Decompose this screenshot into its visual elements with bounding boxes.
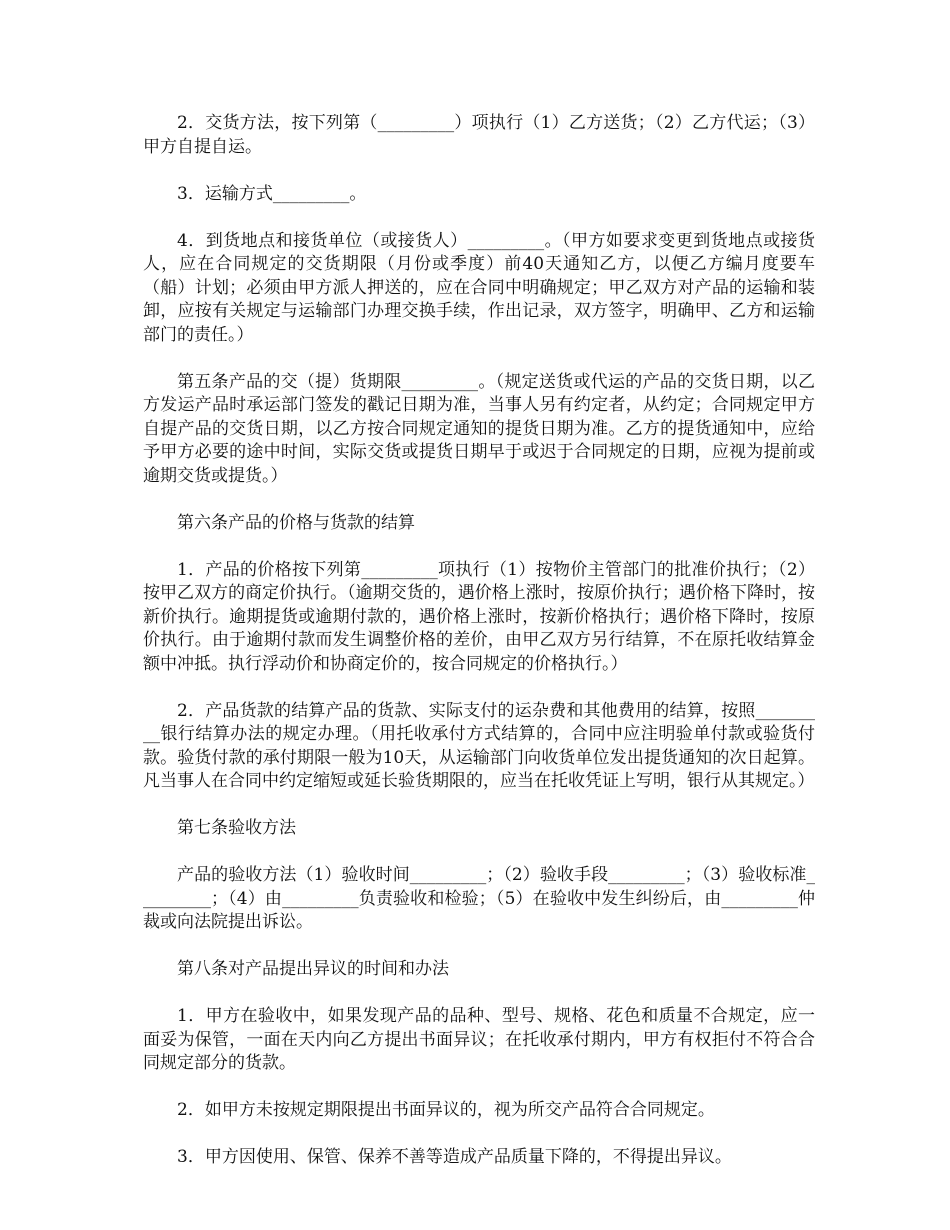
clause-price: 1．产品的价格按下列第_________项执行（1）按物价主管部门的批准价执行；（2）按甲乙双方的商定价执行。（逾期交货的，遇价格上涨时，按原价执行；遇价格下降时，按新价执行。逾期提货或逾期付款的，遇价格上涨时，按新价格执行；遇价格下降时，按原价执行。由于逾期付款而发生调整价格的差价，由甲乙双方另行结算，不在原托收结算金额中冲抵。执行浮动价和协商定价的，按合同规定的价格执行。）	[143, 559, 815, 674]
clause-objection-3: 3．甲方因使用、保管、保养不善等造成产品质量下降的，不得提出异议。	[177, 1147, 732, 1167]
clause-settlement: 2．产品货款的结算产品的货款、实际支付的运杂费和其他费用的结算，按照_________银行结算办法的规定办理。（用托收承付方式结算的，合同中应注明验单付款或验货付款。验货付款的承付期限一般为10天，从运输部门向收货单位发出提货通知的次日起算。凡当事人在合同中约定缩短或延长验货期限的，应当在托收凭证上写明，银行从其规定。）	[143, 700, 815, 791]
clause-inspection-method: 产品的验收方法（1）验收时间_________；（2）验收手段_________；（3）验收标准_________；（4）由_________负责验收和检验；（5）在验收中发生纠纷后，由_________仲裁或向法院提出诉讼。	[143, 865, 815, 932]
clause-delivery-method: 2．交货方法，按下列第（_________）项执行（1）乙方送货；（2）乙方代运；（3）甲方自提自运。	[143, 113, 815, 157]
clause-objection-1: 1．甲方在验收中，如果发现产品的品种、型号、规格、花色和质量不合规定，应一面妥为保管，一面在天内向乙方提出书面异议；在托收承付期内，甲方有权拒付不符合合同规定部分的货款。	[143, 1006, 815, 1073]
article-6-heading: 第六条产品的价格与货款的结算	[177, 512, 415, 533]
clause-delivery-location: 4．到货地点和接货单位（或接货人）_________。（甲方如要求变更到货地点或接货人，应在合同规定的交货期限（月份或季度）前40天通知乙方，以便乙方编月度要车（船）计划；必须由甲方派人押送的，应在合同中明确规定；甲乙双方对产品的运输和装卸，应按有关规定与运输部门办理交换手续，作出记录，双方签字，明确甲、乙方和运输部门的责任。）	[143, 230, 815, 345]
document-body	[143, 112, 815, 1193]
article-8-heading: 第八条对产品提出异议的时间和办法	[177, 959, 449, 979]
clause-objection-2: 2．如甲方未按规定期限提出书面异议的，视为所交产品符合合同规定。	[177, 1100, 715, 1120]
clause-transport-mode: 3．运输方式_________。	[177, 183, 367, 204]
article-7-heading: 第七条验收方法	[177, 818, 296, 838]
article-5-delivery-period: 第五条产品的交（提）货期限_________。（规定送货或代运的产品的交货日期，以乙方发运产品时承运部门签发的戳记日期为准，当事人另有约定者，从约定；合同规定甲方自提产品的交货日期，以乙方按合同规定通知的提货日期为准。乙方的提货通知中，应给予甲方必要的途中时间，实际交货或提货日期早于或迟于合同规定的日期，应视为提前或逾期交货或提货。）	[143, 371, 815, 486]
